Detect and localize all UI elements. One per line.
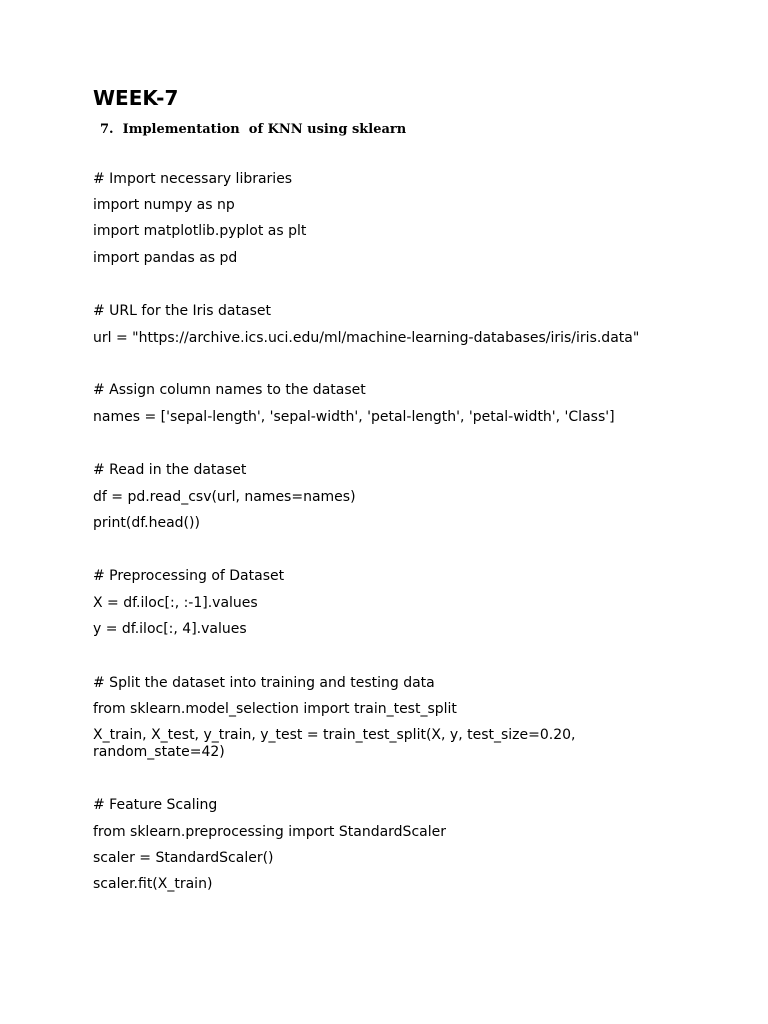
code-line: X_train, X_test, y_train, y_test = train_test_split(X, y, test_size=0.20, random_state=42) <box>93 727 576 760</box>
code-line: from sklearn.model_selection import train_test_split <box>93 701 457 717</box>
code-line: import pandas as pd <box>93 250 238 266</box>
code-line: url = "https://archive.ics.uci.edu/ml/machine-learning-databases/iris/iris.data" <box>93 330 640 346</box>
code-line: df = pd.read_csv(url, names=names) <box>93 489 356 505</box>
code-comment: # Feature Scaling <box>93 797 218 813</box>
section-title: 7. Implementation of KNN using sklearn <box>100 122 407 137</box>
code-comment: # Preprocessing of Dataset <box>93 568 285 584</box>
code-line: y = df.iloc[:, 4].values <box>93 621 247 637</box>
code-line: X = df.iloc[:, :-1].values <box>93 595 258 611</box>
code-comment: # Import necessary libraries <box>93 171 293 187</box>
code-comment: # Assign column names to the dataset <box>93 382 366 398</box>
code-line: import numpy as np <box>93 197 235 213</box>
code-comment: # URL for the Iris dataset <box>93 303 271 319</box>
code-line: print(df.head()) <box>93 515 200 531</box>
code-line: scaler = StandardScaler() <box>93 850 274 866</box>
code-comment: # Split the dataset into training and testing data <box>93 675 435 691</box>
code-line: import matplotlib.pyplot as plt <box>93 223 307 239</box>
page-title: WEEK-7 <box>93 86 179 110</box>
code-line: scaler.fit(X_train) <box>93 876 213 892</box>
code-comment: # Read in the dataset <box>93 462 247 478</box>
code-line: from sklearn.preprocessing import StandardScaler <box>93 824 446 840</box>
code-line: names = ['sepal-length', 'sepal-width', 'petal-length', 'petal-width', 'Class'] <box>93 409 615 425</box>
